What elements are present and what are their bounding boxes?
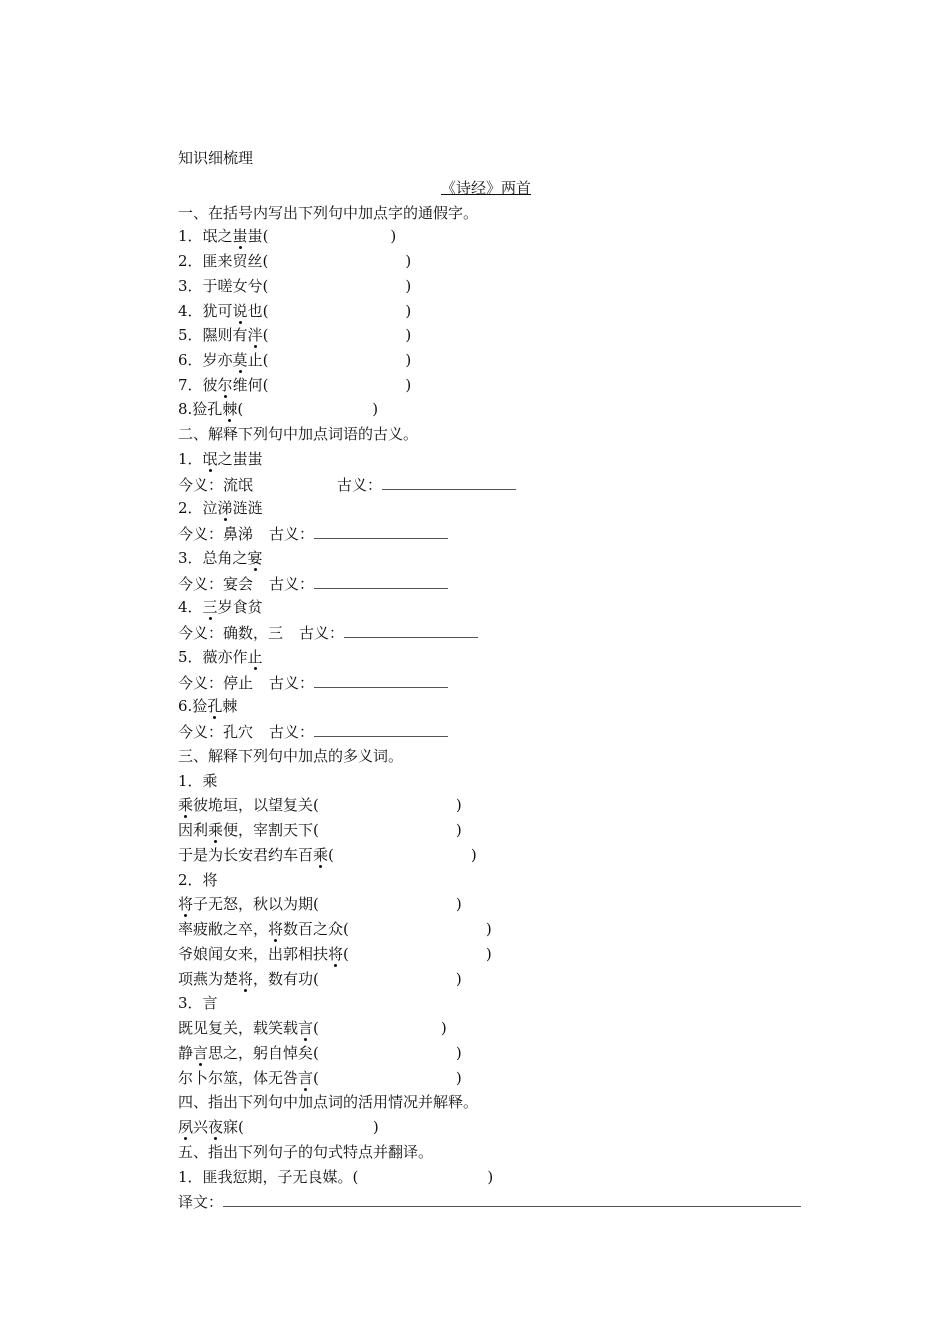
answer-blank[interactable]: [314, 573, 448, 589]
sec3-item: 将子无怒，秋以为期( ): [178, 895, 462, 913]
dotted-char: 将: [268, 920, 284, 938]
dotted-char: 夙: [178, 1118, 194, 1136]
page-title: 《诗经》两首: [441, 179, 532, 197]
sec1-item-8: 8.猃孔棘( ): [178, 400, 379, 418]
sec5-item: 1．匪我愆期，子无良媒。( ): [178, 1168, 494, 1186]
dotted-char: 乘: [313, 846, 329, 864]
dotted-char: 泮: [247, 326, 263, 344]
sec3-group-title-2: 2．将: [178, 871, 218, 889]
sec3-item: 乘彼垝垣，以望复关( ): [178, 796, 462, 814]
answer-blank[interactable]: [314, 721, 448, 737]
sec2-meaning-4: 今义：确数，三 古义：: [178, 622, 478, 644]
dotted-char: 蚩: [232, 227, 248, 245]
dotted-char: 三: [202, 598, 218, 616]
dotted-char: 言: [298, 1069, 314, 1087]
sec3-item: 既见复关，载笑载言( ): [178, 1019, 447, 1037]
dotted-char: 将: [178, 895, 194, 913]
sec1-heading: 一、在括号内写出下列句中加点字的通假字。: [178, 204, 479, 222]
sec2-item-4: 4．三岁食贫: [178, 598, 263, 616]
answer-blank[interactable]: [314, 672, 448, 688]
dotted-char: 莫: [232, 351, 248, 369]
sec3-heading: 三、解释下列句中加点的多义词。: [178, 747, 404, 765]
sec3-item: 爷娘闻女来，出郭相扶将( ): [178, 945, 492, 963]
dotted-char: 涕: [217, 499, 233, 517]
sec1-item-5: 5．隰则有泮( ): [178, 326, 412, 344]
sec2-item-5: 5．薇亦作止: [178, 648, 263, 666]
dotted-char: 宴: [247, 549, 263, 567]
sec3-item: 静言思之，躬自悼矣( ): [178, 1044, 462, 1062]
dotted-char: 孔: [207, 697, 223, 715]
dotted-char: 乘: [178, 796, 194, 814]
dotted-char: 乘: [208, 821, 224, 839]
sec4-heading: 四、指出下列句中加点词的活用情况并解释。: [178, 1093, 479, 1111]
answer-blank[interactable]: [382, 474, 516, 490]
sec2-meaning-3: 今义：宴会 古义：: [178, 573, 448, 595]
dotted-char: 夜: [208, 1118, 224, 1136]
sec2-meaning-6: 今义：孔穴 古义：: [178, 721, 448, 743]
section-label: 知识细梳理: [178, 149, 254, 167]
sec1-item-7: 7．彼尔维何( ): [178, 376, 412, 394]
dotted-char: 将: [238, 970, 254, 988]
answer-blank[interactable]: [344, 622, 478, 638]
sec5-translation: 译文：: [178, 1191, 801, 1213]
sec2-meaning-2: 今义：鼻涕 古义：: [178, 523, 448, 545]
sec2-item-3: 3．总角之宴: [178, 549, 263, 567]
dotted-char: 言: [193, 1044, 209, 1062]
dotted-char: 说: [232, 302, 248, 320]
sec3-group-title-3: 3．言: [178, 994, 218, 1012]
sec1-item-6: 6．岁亦莫止( ): [178, 351, 412, 369]
answer-blank[interactable]: [314, 523, 448, 539]
sec5-heading: 五、指出下列句子的句式特点并翻译。: [178, 1143, 434, 1161]
sec1-item-4: 4．犹可说也( ): [178, 302, 412, 320]
translation-blank[interactable]: [223, 1191, 801, 1207]
sec4-item: 夙兴夜寐( ): [178, 1118, 379, 1136]
sec2-meaning-5: 今义：停止 古义：: [178, 672, 448, 694]
sec2-meaning-1: 今义：流氓 古义：: [178, 474, 516, 496]
dotted-char: 言: [298, 1019, 314, 1037]
sec3-group-title-1: 1．乘: [178, 772, 218, 790]
dotted-char: 氓: [202, 450, 218, 468]
dotted-char: 止: [247, 648, 263, 666]
dotted-char: 将: [328, 945, 344, 963]
sec2-item-2: 2．泣涕涟涟: [178, 499, 263, 517]
sec3-item: 因利乘便，宰割天下( ): [178, 821, 462, 839]
sec1-item-3: 3．于嗟女兮( ): [178, 277, 412, 295]
sec3-item: 率疲敝之卒，将数百之众( ): [178, 920, 492, 938]
sec3-item: 项燕为楚将，数有功( ): [178, 970, 462, 988]
sec2-item-6: 6.猃孔棘: [178, 697, 238, 715]
sec1-item-2: 2．匪来贸丝( ): [178, 252, 412, 270]
sec3-item: 尔卜尔筮，体无咎言( ): [178, 1069, 462, 1087]
sec2-item-1: 1．氓之蚩蚩: [178, 450, 263, 468]
dotted-char: 棘: [222, 400, 238, 418]
dotted-char: 尔: [217, 376, 233, 394]
sec2-heading: 二、解释下列句中加点词语的古义。: [178, 425, 419, 443]
sec1-item-1: 1．氓之蚩蚩( ): [178, 227, 397, 245]
sec3-item: 于是为长安君约车百乘( ): [178, 846, 477, 864]
